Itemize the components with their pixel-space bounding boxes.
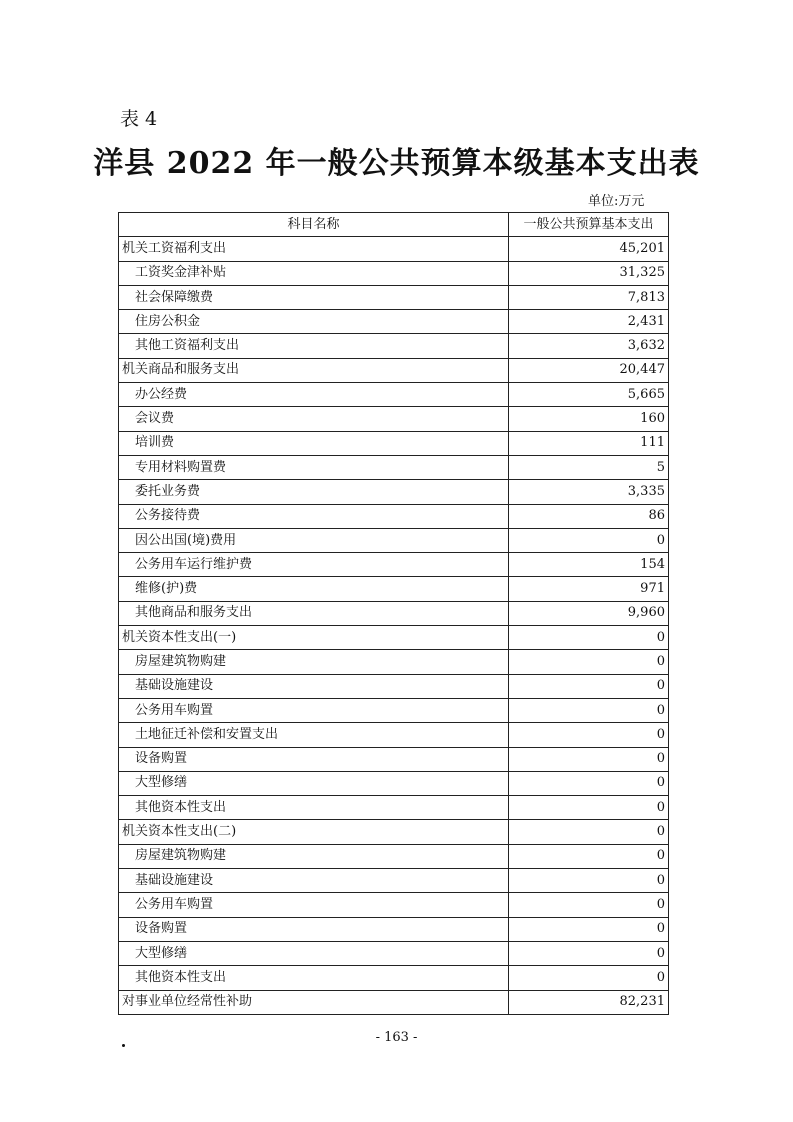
row-name: 机关工资福利支出: [119, 237, 509, 261]
row-amount: 5: [509, 455, 669, 479]
table-row: [119, 577, 669, 601]
row-amount: 0: [509, 796, 669, 820]
table-row: [119, 747, 669, 771]
row-amount: 0: [509, 771, 669, 795]
row-name: 其他工资福利支出: [119, 334, 509, 358]
row-amount: 0: [509, 723, 669, 747]
page-number: - 163 -: [375, 1030, 418, 1045]
row-amount: 2,431: [509, 310, 669, 334]
row-name: 培训费: [119, 431, 509, 455]
row-amount: 20,447: [509, 358, 669, 382]
row-amount: 0: [509, 626, 669, 650]
row-name: 土地征迁补偿和安置支出: [119, 723, 509, 747]
row-name: 委托业务费: [119, 480, 509, 504]
row-amount: 45,201: [509, 237, 669, 261]
dot-mark: [122, 1044, 125, 1047]
row-amount: 3,632: [509, 334, 669, 358]
table-row: [119, 553, 669, 577]
unit-label: 单位:万元: [588, 194, 645, 209]
table-row: [119, 941, 669, 965]
table-row: [119, 820, 669, 844]
row-amount: 154: [509, 553, 669, 577]
row-amount: 5,665: [509, 383, 669, 407]
row-name: 公务用车购置: [119, 698, 509, 722]
row-amount: 160: [509, 407, 669, 431]
table-row: [119, 237, 669, 261]
row-name: 其他商品和服务支出: [119, 601, 509, 625]
row-amount: 9,960: [509, 601, 669, 625]
table-row: [119, 771, 669, 795]
row-amount: 3,335: [509, 480, 669, 504]
row-amount: 0: [509, 966, 669, 990]
row-amount: 0: [509, 650, 669, 674]
row-name: 工资奖金津补贴: [119, 261, 509, 285]
table-row: [119, 480, 669, 504]
row-amount: 31,325: [509, 261, 669, 285]
table-row: [119, 407, 669, 431]
table-row: [119, 358, 669, 382]
table-row: [119, 431, 669, 455]
row-name: 社会保障缴费: [119, 285, 509, 309]
row-name: 公务用车购置: [119, 893, 509, 917]
table-row: [119, 383, 669, 407]
row-name: 大型修缮: [119, 941, 509, 965]
row-name: 专用材料购置费: [119, 455, 509, 479]
table-row: [119, 261, 669, 285]
table-header-row: [119, 213, 669, 237]
row-name: 公务接待费: [119, 504, 509, 528]
row-name: 办公经费: [119, 383, 509, 407]
row-name: 住房公积金: [119, 310, 509, 334]
row-name: 基础设施建设: [119, 869, 509, 893]
table-row: [119, 844, 669, 868]
table-row: [119, 528, 669, 552]
table-row: [119, 893, 669, 917]
table-label: 表 4: [120, 108, 158, 130]
column-header-name: 科目名称: [119, 213, 509, 237]
table-row: [119, 455, 669, 479]
row-amount: 0: [509, 869, 669, 893]
row-amount: 0: [509, 674, 669, 698]
row-amount: 971: [509, 577, 669, 601]
table-row: [119, 285, 669, 309]
table-row: [119, 723, 669, 747]
row-amount: 7,813: [509, 285, 669, 309]
table-row: [119, 990, 669, 1014]
table-row: [119, 504, 669, 528]
row-name: 机关商品和服务支出: [119, 358, 509, 382]
row-amount: 0: [509, 820, 669, 844]
row-amount: 0: [509, 941, 669, 965]
row-name: 因公出国(境)费用: [119, 528, 509, 552]
row-amount: 86: [509, 504, 669, 528]
row-amount: 0: [509, 917, 669, 941]
page-title: 洋县 2022 年一般公共预算本级基本支出表: [93, 146, 700, 181]
row-amount: 0: [509, 747, 669, 771]
row-name: 机关资本性支出(二): [119, 820, 509, 844]
table-row: [119, 674, 669, 698]
row-name: 对事业单位经常性补助: [119, 990, 509, 1014]
table-row: [119, 334, 669, 358]
row-amount: 0: [509, 844, 669, 868]
row-name: 基础设施建设: [119, 674, 509, 698]
table-row: [119, 796, 669, 820]
row-amount: 0: [509, 893, 669, 917]
table-row: [119, 917, 669, 941]
budget-table: [118, 212, 669, 1015]
row-name: 设备购置: [119, 917, 509, 941]
row-name: 设备购置: [119, 747, 509, 771]
row-amount: 82,231: [509, 990, 669, 1014]
row-amount: 111: [509, 431, 669, 455]
row-name: 公务用车运行维护费: [119, 553, 509, 577]
row-name: 大型修缮: [119, 771, 509, 795]
row-name: 维修(护)费: [119, 577, 509, 601]
row-name: 房屋建筑物购建: [119, 650, 509, 674]
table-row: [119, 310, 669, 334]
table-row: [119, 650, 669, 674]
row-name: 其他资本性支出: [119, 966, 509, 990]
table-row: [119, 626, 669, 650]
row-name: 房屋建筑物购建: [119, 844, 509, 868]
row-amount: 0: [509, 698, 669, 722]
table-row: [119, 869, 669, 893]
table-row: [119, 698, 669, 722]
table-row: [119, 601, 669, 625]
row-name: 会议费: [119, 407, 509, 431]
table-row: [119, 966, 669, 990]
row-name: 其他资本性支出: [119, 796, 509, 820]
row-amount: 0: [509, 528, 669, 552]
column-header-amount: 一般公共预算基本支出: [509, 213, 669, 237]
row-name: 机关资本性支出(一): [119, 626, 509, 650]
